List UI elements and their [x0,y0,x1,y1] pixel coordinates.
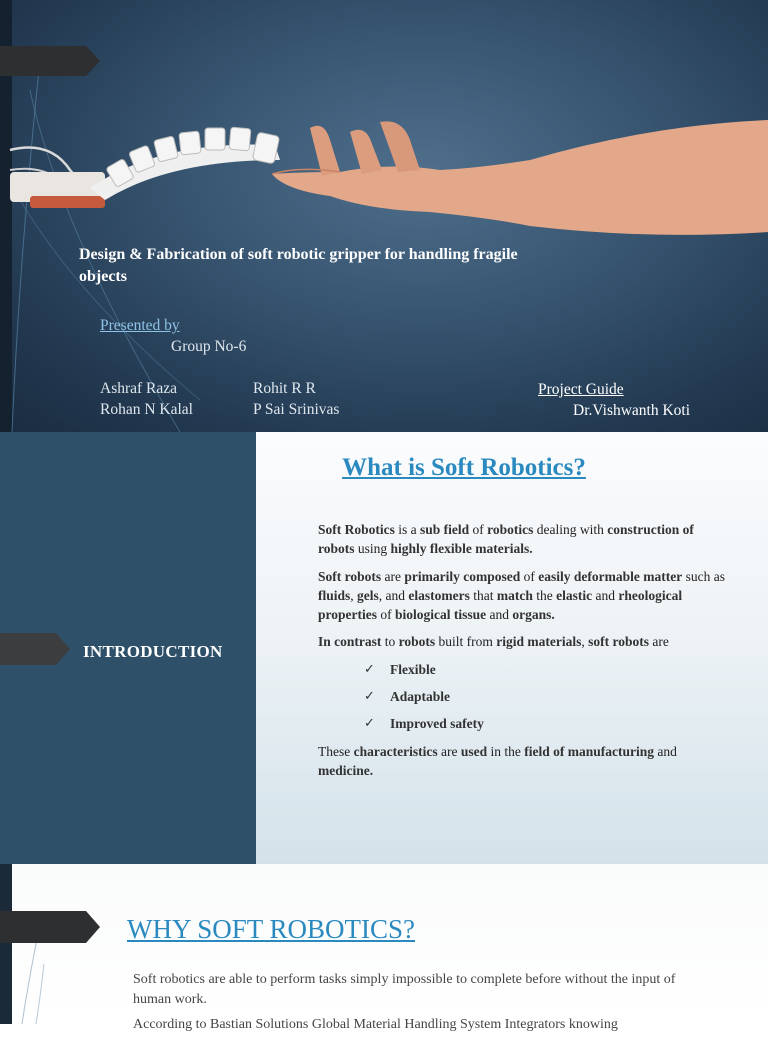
bullet-text [318,634,669,649]
checkmark-icon: ✓ [364,716,375,732]
text-run: These [318,743,354,759]
slide-introduction [0,432,768,864]
text-run: , and [378,587,409,603]
text-run: using [354,541,391,557]
check-text: Flexible [390,661,436,677]
text-run: are [381,568,405,584]
text-run: gels [357,587,379,603]
bullet-item [115,1015,715,1035]
section-label: INTRODUCTION [83,642,223,661]
text-run: to [381,634,399,650]
member-name: P Sai Srinivas [253,401,340,418]
text-run: fluids [318,587,351,603]
text-run: rigid materials [496,634,582,650]
text-run: robots [398,634,436,650]
bullet-text [318,744,677,778]
member-name: Ashraf Raza [100,380,178,397]
text-run: field [524,743,550,759]
text-run: primarily composed [404,568,521,584]
slide-body [300,520,730,788]
text-run: used [460,743,488,759]
check-item [300,714,730,733]
check-text: Adaptable [390,689,451,705]
text-run: are [649,634,669,650]
slide-arrow-marker [0,911,100,943]
text-run: and [653,743,677,759]
text-run: that [469,587,497,603]
text-run: highly flexible materials. [390,541,533,557]
presentation-title: Design & Fabrication of soft robotic gripper for handling fragile objects [79,246,518,285]
text-run: of [520,568,539,584]
slide-title [0,0,768,432]
bullet-item [300,742,730,781]
check-item [300,687,730,706]
slide-heading: WHY SOFT ROBOTICS? [127,914,416,944]
bullet-text: According to Bastian Solutions Global Material Handling System Integrators knowing [133,1017,618,1032]
text-run: of [469,522,488,537]
text-run: of manufacturing [549,743,654,759]
bullet-item [300,520,730,559]
text-run: elastomers [408,587,470,603]
slide-arrow-marker [0,633,70,665]
text-run: biological tissue [395,607,487,623]
slide-heading: What is Soft Robotics? [342,454,586,481]
slide-arrow-marker [0,46,100,76]
text-run: soft robots [588,634,650,650]
text-run: dealing with [533,522,608,537]
text-run: In contrast [318,634,382,650]
text-run: is a [394,522,420,537]
slide-why-soft-robotics [0,864,768,1032]
text-run: are [437,743,461,759]
project-guide-name: Dr.Vishwanth Koti [573,402,691,419]
bullet-item [300,567,730,625]
bullet-text [318,569,725,623]
text-run: characteristics [353,743,438,759]
text-run: construction of robots [318,522,694,557]
text-run: such as [682,568,725,584]
project-guide-label: Project Guide [538,381,624,398]
bullet-item [115,970,715,1009]
text-run: elastic [556,587,593,603]
soft-gripper-and-hand-image [10,100,768,240]
decorative-lines [0,864,120,1024]
text-run: organs. [512,607,555,623]
text-run: robotics [487,522,534,537]
presented-by-label: Presented by [100,317,180,334]
text-run: easily deformable matter [538,568,683,584]
text-run: of [377,607,395,623]
bullet-text [318,522,694,556]
text-run: the [532,587,557,603]
text-run: and [592,587,619,603]
member-name: Rohit R R [253,380,316,397]
text-run: medicine. [318,762,374,778]
text-run: , [350,587,358,603]
text-run: Soft Robotics [318,522,395,537]
text-run: Soft robots [318,568,382,584]
text-run: rheological properties [318,587,683,623]
checkmark-icon: ✓ [364,689,375,705]
group-label: Group No-6 [171,338,247,355]
bullet-item [300,632,730,651]
check-item [300,660,730,679]
member-name: Rohan N Kalal [100,401,193,418]
text-run: sub field [420,522,470,537]
text-run: , [581,634,589,650]
text-run: in the [487,743,525,759]
text-run: and [486,607,513,623]
text-run: built from [435,634,497,650]
text-run: match [496,587,533,603]
slide-body [115,970,715,1041]
bullet-text: Soft robotics are able to perform tasks simply impossible to complete before without the input of human work. [133,972,676,1007]
check-text: Improved safety [390,716,484,732]
checkmark-icon: ✓ [364,661,375,677]
